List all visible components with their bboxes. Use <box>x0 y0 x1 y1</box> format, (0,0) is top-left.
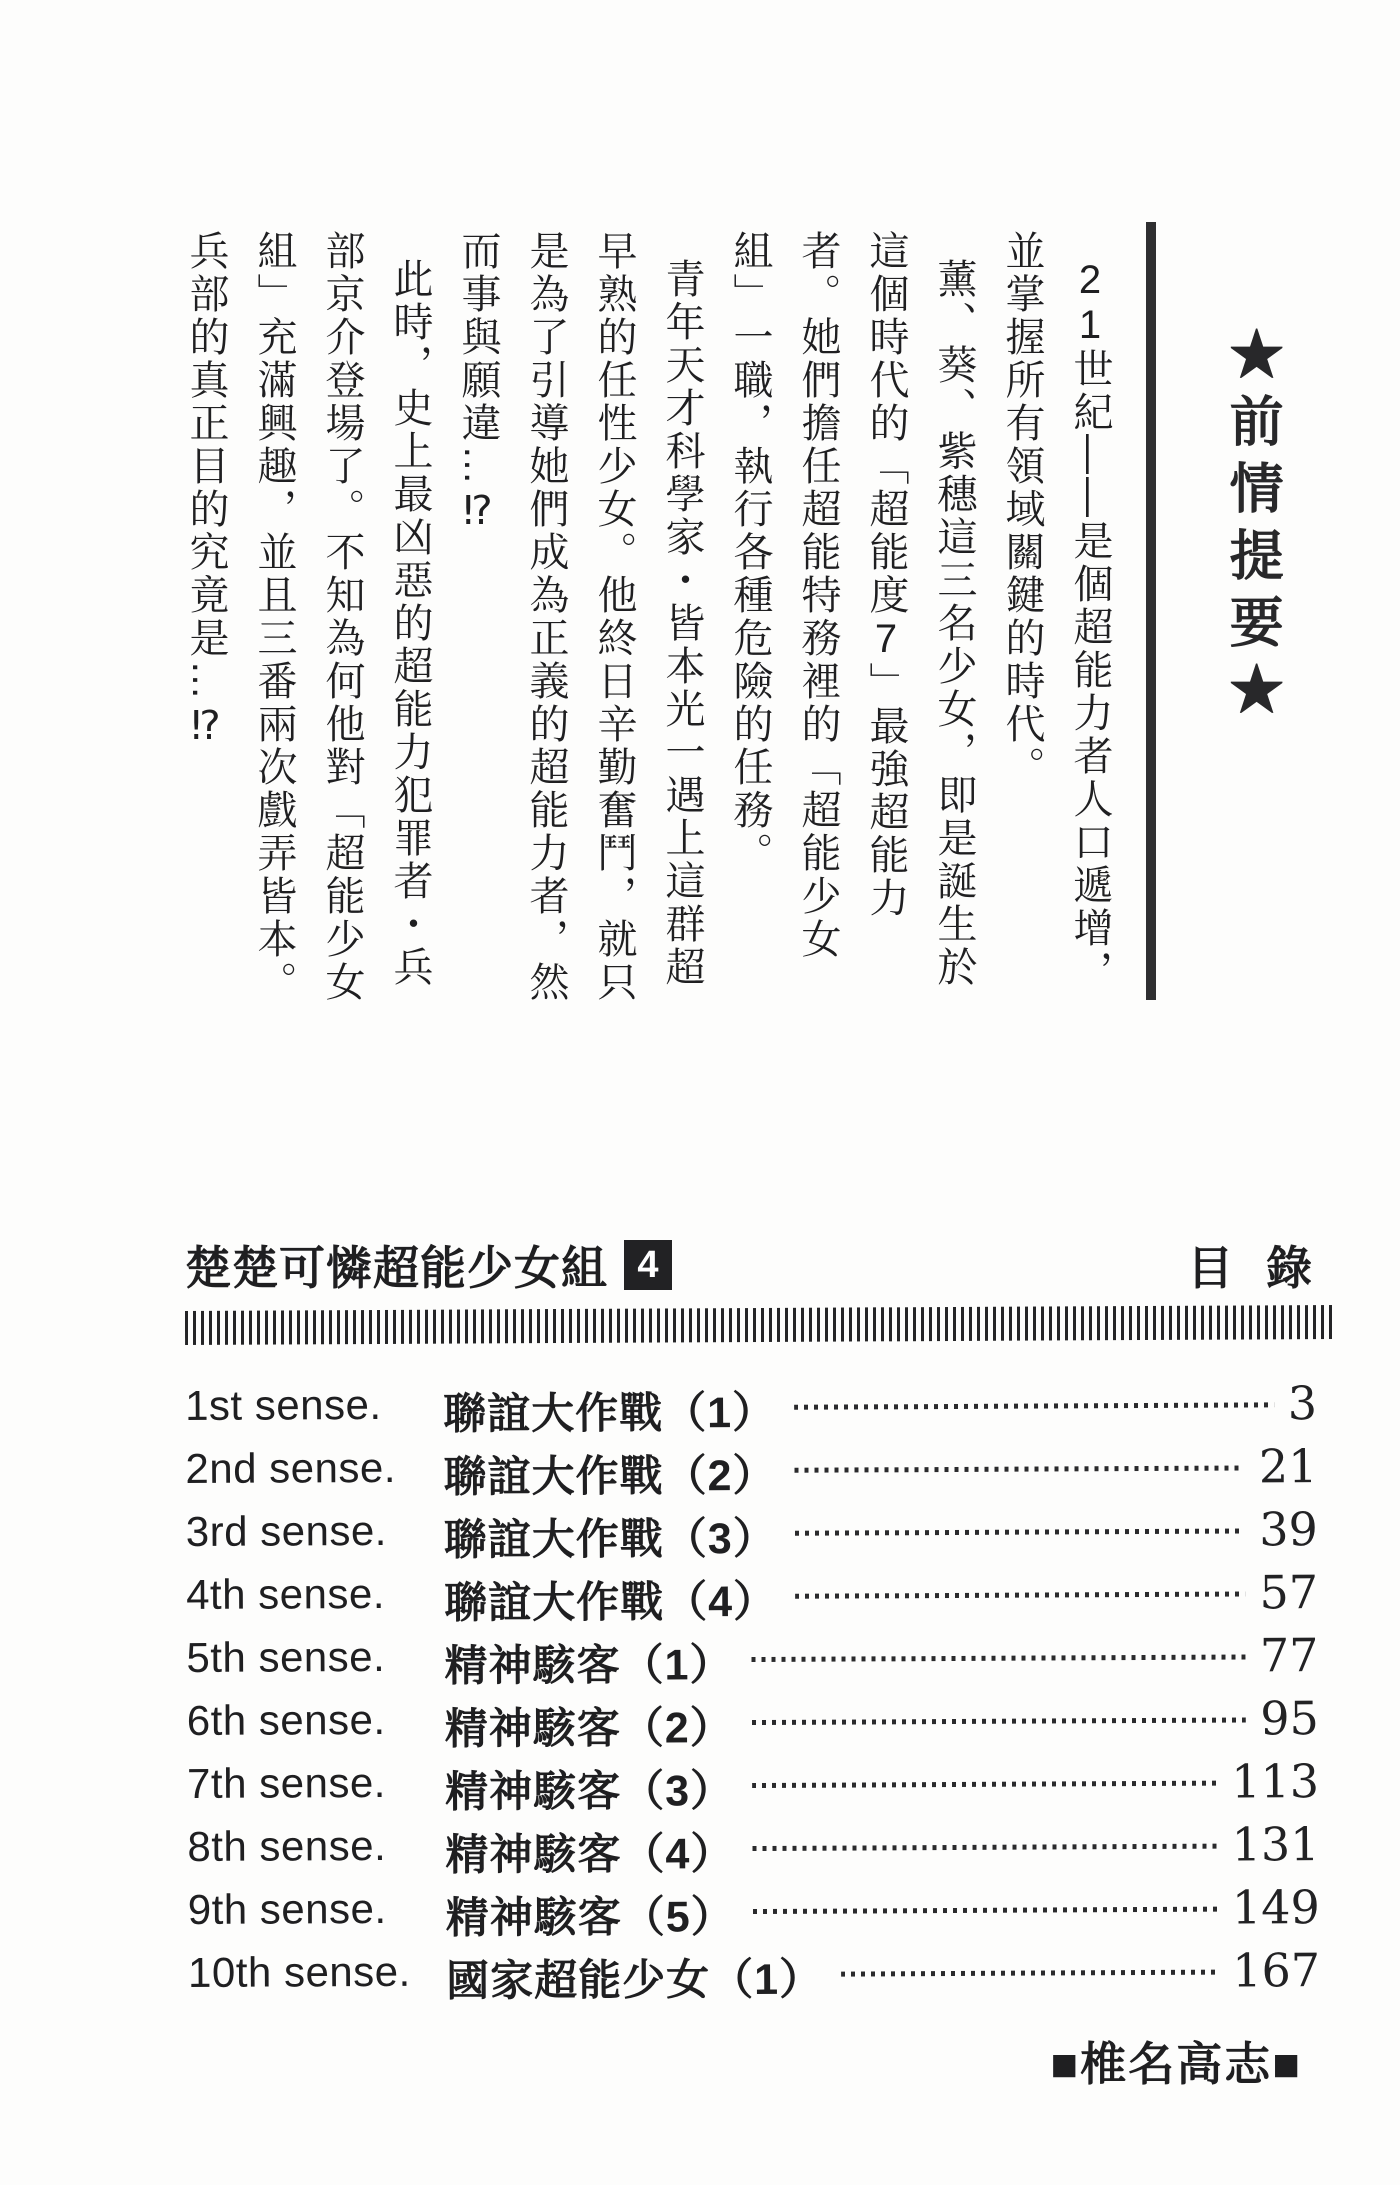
toc-row <box>187 1943 1321 2006</box>
sense-label: 1st sense. <box>185 1380 382 1429</box>
page-number: 149 <box>1231 1880 1320 1935</box>
page-number: 131 <box>1231 1817 1320 1872</box>
volume-badge: 4 <box>624 1240 672 1290</box>
recap-paragraph: 青年天才科學家・皆本光一遇上這群超早熟的任性少女。他終日辛勤奮鬥，就只是為了引導她們成為正義的超能力者，然而事與願違…⁉ <box>456 230 704 1004</box>
section-rule <box>1146 222 1156 1000</box>
sense-label: 3rd sense. <box>185 1506 388 1555</box>
page-number: 77 <box>1259 1628 1319 1683</box>
page-number: 95 <box>1260 1691 1319 1746</box>
recap-body <box>170 230 1124 1005</box>
toc-row <box>185 1376 1318 1439</box>
chapter-title: 聯誼大作戰（2） <box>443 1451 777 1502</box>
sense-label: 6th sense. <box>186 1695 386 1744</box>
page-number: 167 <box>1232 1943 1321 1998</box>
chapter-title: 聯誼大作戰（1） <box>443 1388 777 1439</box>
toc-row <box>185 1439 1318 1502</box>
chapter-title: 精神駭客（4） <box>445 1830 735 1880</box>
toc-row <box>187 1880 1320 1943</box>
toc-row <box>187 1817 1320 1880</box>
dot-leader <box>752 1717 1247 1725</box>
chapter-title: 精神駭客（5） <box>445 1893 735 1943</box>
toc-label: 目 錄 <box>1187 1242 1314 1294</box>
dot-leader <box>752 1844 1217 1851</box>
dot-leader <box>752 1781 1217 1788</box>
sense-label: 8th sense. <box>187 1821 387 1870</box>
sense-label: 2nd sense. <box>185 1443 397 1492</box>
sense-label: 9th sense. <box>187 1884 387 1933</box>
page-number: 21 <box>1258 1439 1318 1494</box>
dot-leader <box>794 1402 1274 1410</box>
toc-row <box>186 1691 1319 1754</box>
recap-paragraph: 21世紀——是個超能力者人口遞增，並掌握所有領域關鍵的時代。 <box>1000 230 1112 993</box>
recap-paragraph: 此時，史上最凶惡的超能力犯罪者・兵部京介登場了。不知為何他對「超能少女組」充滿興趣，並且三番兩次戲弄皆本。兵部的真正目的究竟是…⁉ <box>184 230 432 1004</box>
chapter-title: 精神駭客（1） <box>444 1641 734 1691</box>
dot-leader <box>795 1528 1246 1535</box>
page-number: 39 <box>1259 1502 1318 1557</box>
toc-row <box>185 1565 1319 1628</box>
sense-label: 10th sense. <box>187 1947 411 1996</box>
toc-row <box>186 1628 1319 1691</box>
toc-row <box>185 1502 1318 1565</box>
page-number: 113 <box>1231 1754 1320 1809</box>
chapter-title: 聯誼大作戰（3） <box>443 1514 777 1565</box>
page-number: 3 <box>1287 1376 1318 1431</box>
dot-leader <box>841 1970 1218 1977</box>
chapter-title: 精神駭客（3） <box>445 1767 735 1817</box>
book-title-wrap <box>185 1232 672 1298</box>
stripe-divider <box>185 1305 1335 1345</box>
sense-label: 5th sense. <box>186 1632 386 1681</box>
toc-title-row <box>185 1232 1314 1298</box>
recap-paragraph: 薰、葵、紫穗這三名少女，即是誕生於這個時代的「超能度7」最強超能力者。她們擔任超能特務裡的「超能少女組」一職，執行各種危險的任務。 <box>728 230 976 989</box>
page-number: 57 <box>1259 1565 1319 1620</box>
toc-list <box>185 1376 1320 2012</box>
recap-heading: ★前情提要★ <box>1222 326 1283 728</box>
dot-leader <box>794 1465 1245 1472</box>
chapter-title: 國家超能少女（1） <box>446 1955 824 2006</box>
chapter-title: 聯誼大作戰（4） <box>444 1577 778 1628</box>
dot-leader <box>753 1907 1218 1914</box>
author-credit: ■椎名高志■ <box>1050 2038 1302 2090</box>
sense-label: 4th sense. <box>185 1569 386 1618</box>
dot-leader <box>751 1654 1246 1662</box>
sense-label: 7th sense. <box>186 1758 387 1807</box>
toc-row <box>186 1754 1320 1817</box>
book-title: 楚楚可憐超能少女組 <box>185 1242 608 1294</box>
dot-leader <box>795 1591 1246 1598</box>
chapter-title: 精神駭客（2） <box>444 1704 734 1754</box>
